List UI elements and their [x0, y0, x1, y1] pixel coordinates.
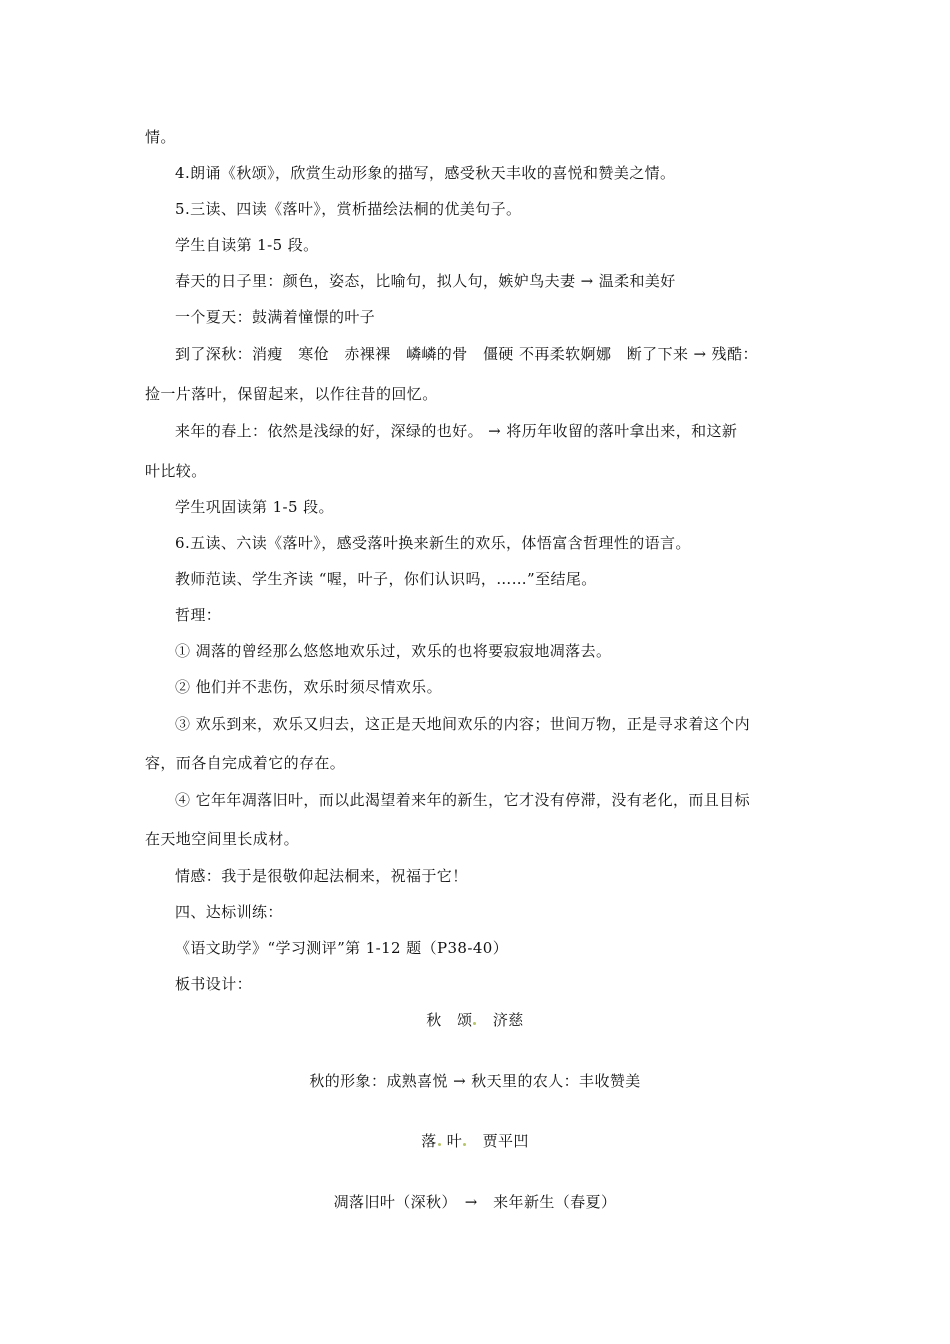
text-line: 哲理： [175, 606, 222, 624]
board-title: 秋 颂 [426, 1011, 473, 1029]
board-author: 贾平凹 [482, 1132, 529, 1150]
text-line: 情。 [145, 128, 176, 146]
board-title-part: 叶 [446, 1132, 463, 1150]
text-line: 春天的日子里：颜色，姿态，比喻句，拟人句，嫉妒鸟夫妻 → 温柔和美好 [175, 272, 676, 290]
text-line: ④ 它年年凋落旧叶，而以此渴望着来年的新生，它才没有停滞，没有老化，而且目标 [175, 791, 750, 809]
text-line: 捡一片落叶，保留起来，以作往昔的回忆。 [145, 385, 438, 403]
text-line: 学生巩固读第 1-5 段。 [175, 498, 334, 516]
board-title-part: 落 [421, 1132, 437, 1150]
text-line: 四、达标训练： [175, 903, 283, 921]
board-row-autumn: 秋的形象：成熟喜悦 → 秋天里的农人：丰收赞美 [309, 1072, 641, 1090]
text-line: 容，而各自完成着它的存在。 [145, 754, 346, 772]
board-row-left: 凋落旧叶（深秋） [333, 1193, 450, 1211]
text-line: 教师范读、学生齐读 “喔，叶子，你们认识吗，……”至结尾。 [175, 570, 597, 588]
arrow-icon: → [464, 1193, 478, 1211]
text-line: 叶比较。 [145, 462, 207, 480]
board-row-right: 来年新生（春夏） [493, 1193, 617, 1211]
text-line: 5.三读、四读《落叶》，赏析描绘法桐的优美句子。 [175, 200, 522, 218]
board-author: 济慈 [492, 1011, 524, 1029]
mark-dot [473, 1022, 476, 1025]
text-line: 学生自读第 1-5 段。 [175, 236, 319, 254]
board-row-leaves [0, 1192, 950, 1212]
text-line: ③ 欢乐到来，欢乐又归去，这正是天地间欢乐的内容；世间万物，正是寻求着这个内 [175, 715, 750, 733]
text-line: ① 凋落的曾经那么悠悠地欢乐过，欢乐的也将要寂寂地凋落去。 [175, 642, 612, 660]
text-line: 4.朗诵《秋颂》，欣赏生动形象的描写，感受秋天丰收的喜悦和赞美之情。 [175, 164, 676, 182]
text-line: 来年的春上：依然是浅绿的好，深绿的也好。 → 将历年收留的落叶拿出来，和这新 [175, 422, 738, 440]
text-line: 到了深秋：消瘦 寒伧 赤裸裸 嶙嶙的骨 僵硬 不再柔软婀娜 断了下来 → 残酷： [175, 345, 758, 363]
mark-dot [463, 1143, 466, 1146]
board-title-autumn [0, 1010, 950, 1030]
text-line: 一个夏天：鼓满着憧憬的叶子 [175, 308, 376, 326]
text-line: 情感：我于是很敬仰起法桐来，祝福于它！ [175, 867, 468, 885]
text-line: ② 他们并不悲伤，欢乐时须尽情欢乐。 [175, 678, 442, 696]
text-line: 板书设计： [175, 975, 253, 993]
text-line: 在天地空间里长成材。 [145, 830, 300, 848]
text-line: 《语文助学》“学习测评”第 1-12 题（P38-40） [175, 939, 509, 957]
mark-dot [438, 1143, 441, 1146]
board-title-leaves [0, 1131, 950, 1151]
text-line: 6.五读、六读《落叶》，感受落叶换来新生的欢乐，体悟富含哲理性的语言。 [175, 534, 691, 552]
